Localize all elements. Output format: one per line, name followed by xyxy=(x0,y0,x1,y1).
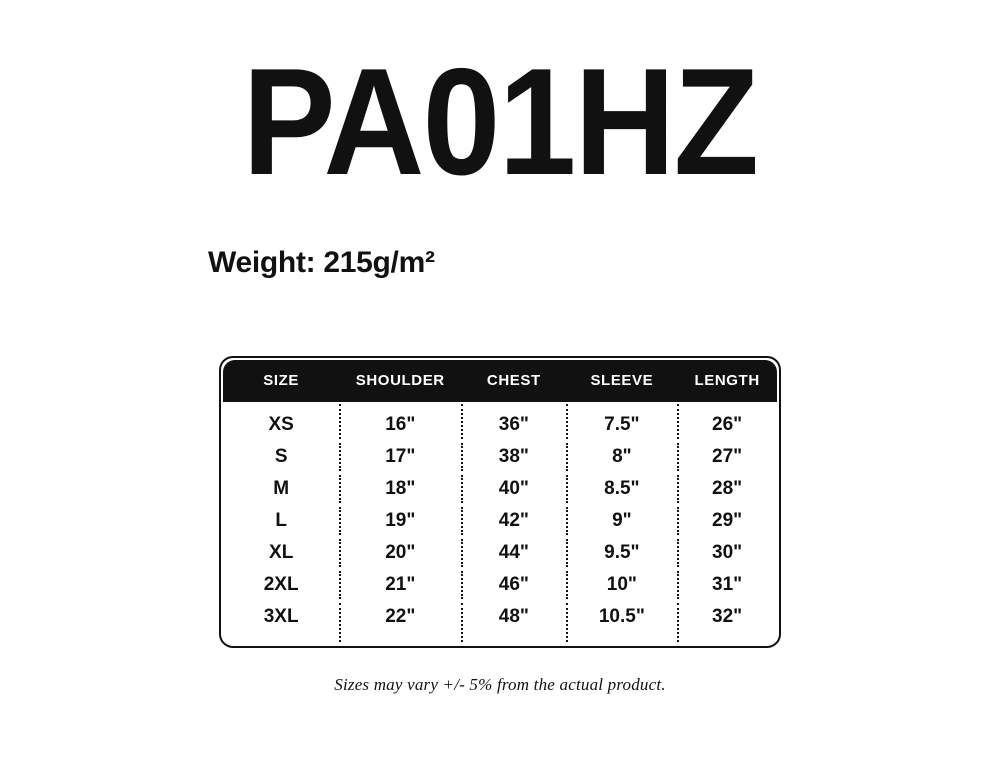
size-chart-container xyxy=(219,356,781,648)
size-chart-table xyxy=(221,358,779,646)
cell-shoulder: 17" xyxy=(339,441,461,473)
size-chart-card xyxy=(219,356,781,648)
table-row xyxy=(222,601,778,645)
column-header-shoulder: SHOULDER xyxy=(355,372,445,389)
table-row xyxy=(222,402,778,441)
column-header-length: LENGTH xyxy=(694,372,760,389)
cell-sleeve: 9.5" xyxy=(566,537,677,569)
cell-size: L xyxy=(275,510,287,531)
cell-sleeve: 7.5" xyxy=(566,402,677,441)
cell-chest: 46" xyxy=(461,569,566,601)
table-row xyxy=(222,473,778,505)
cell-size: 3XL xyxy=(263,606,299,627)
cell-length: 32" xyxy=(677,601,778,645)
column-header-sleeve: SLEEVE xyxy=(590,372,654,389)
cell-shoulder: 19" xyxy=(339,505,461,537)
cell-shoulder: 16" xyxy=(339,402,461,441)
cell-size: XS xyxy=(268,414,294,435)
cell-chest: 42" xyxy=(461,505,566,537)
cell-length: 31" xyxy=(677,569,778,601)
cell-length: 26" xyxy=(677,402,778,441)
cell-sleeve: 10" xyxy=(566,569,677,601)
cell-sleeve: 10.5" xyxy=(566,601,677,645)
cell-chest: 40" xyxy=(461,473,566,505)
cell-chest: 38" xyxy=(461,441,566,473)
cell-length: 30" xyxy=(677,537,778,569)
cell-shoulder: 18" xyxy=(339,473,461,505)
cell-chest: 36" xyxy=(461,402,566,441)
title-block xyxy=(0,37,1000,207)
cell-chest: 48" xyxy=(461,601,566,645)
page-title: PA01HZ xyxy=(242,37,758,207)
cell-length: 28" xyxy=(677,473,778,505)
table-row xyxy=(222,505,778,537)
cell-shoulder: 21" xyxy=(339,569,461,601)
cell-size: 2XL xyxy=(263,574,299,595)
cell-size: XL xyxy=(269,542,294,563)
cell-shoulder: 22" xyxy=(339,601,461,645)
column-header-chest: CHEST xyxy=(486,372,541,389)
table-row xyxy=(222,537,778,569)
disclaimer-text: Sizes may vary +/- 5% from the actual product. xyxy=(334,675,666,694)
table-row xyxy=(222,569,778,601)
cell-size: S xyxy=(274,446,288,467)
table-header-row xyxy=(222,359,778,402)
table-row xyxy=(222,441,778,473)
size-chart-header xyxy=(222,359,778,402)
cell-size: M xyxy=(273,478,290,499)
size-chart-body xyxy=(222,402,778,645)
cell-sleeve: 9" xyxy=(566,505,677,537)
cell-sleeve: 8.5" xyxy=(566,473,677,505)
column-header-size: SIZE xyxy=(263,372,300,389)
cell-length: 29" xyxy=(677,505,778,537)
weight-block xyxy=(0,246,1000,280)
cell-sleeve: 8" xyxy=(566,441,677,473)
fabric-weight-label: Weight: 215g/m² xyxy=(208,246,435,279)
cell-shoulder: 20" xyxy=(339,537,461,569)
cell-chest: 44" xyxy=(461,537,566,569)
cell-length: 27" xyxy=(677,441,778,473)
